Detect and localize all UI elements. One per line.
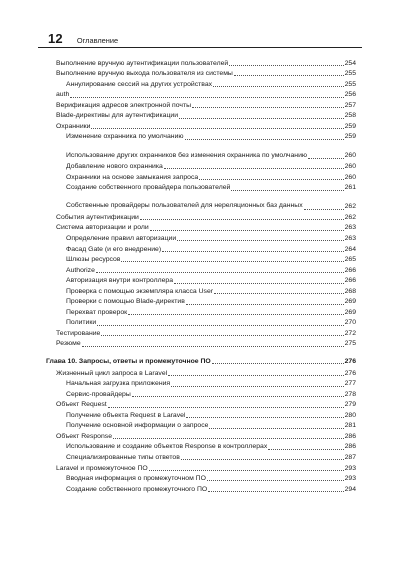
toc-dot-leader	[186, 417, 343, 418]
toc-entry-title: Проверка с помощью экземпляра класса User	[66, 287, 214, 295]
toc-entry	[66, 483, 356, 494]
toc-entry	[66, 409, 356, 420]
toc-entry-page: 264	[344, 245, 356, 253]
toc-entry-title: События аутентификации	[56, 213, 139, 221]
toc-dot-leader	[101, 335, 343, 336]
toc-entry-page: 266	[344, 277, 356, 285]
toc-entry-title: Сервис-провайдеры	[66, 390, 131, 398]
toc-entry-page: 286	[344, 432, 356, 440]
toc-entry-page: 259	[344, 133, 356, 141]
toc-entry	[56, 399, 356, 410]
toc-dot-leader	[268, 449, 343, 450]
toc-entry	[66, 182, 356, 193]
toc-entry	[66, 317, 356, 328]
toc-entry-title: Охранники на основе замыкания запроса	[66, 173, 199, 181]
toc-entry-page: 293	[344, 464, 356, 472]
toc-entry-page: 276	[344, 369, 356, 377]
toc-entry-title: Собственные провайдеры пользователей для нереляционных баз данных	[66, 202, 303, 210]
toc-entry-page: 263	[344, 224, 356, 232]
toc-dot-leader	[108, 407, 344, 408]
toc-entry-title: Фасад Gate (и его внедрение)	[66, 245, 162, 253]
toc-entry-title: Резюме	[56, 340, 81, 348]
toc-entry-page: 269	[344, 298, 356, 306]
toc-entry	[56, 327, 356, 338]
toc-entry	[56, 99, 356, 110]
toc-entry-page: 260	[344, 163, 356, 171]
toc-entry-page: 268	[344, 287, 356, 295]
toc-entry-title: Начальная загрузка приложения	[66, 380, 171, 388]
toc-entry-page: 275	[344, 340, 356, 348]
toc-dot-leader	[70, 97, 343, 98]
toc-entry-page: 276	[344, 358, 356, 365]
toc-dot-leader	[150, 230, 344, 231]
header-rule	[38, 47, 362, 48]
toc-entry-title: Вводная информация о промежуточном ПО	[66, 475, 206, 483]
toc-entry	[56, 222, 356, 233]
toc-dot-leader	[168, 375, 343, 376]
toc-entry-page: 277	[344, 380, 356, 388]
toc-entry	[66, 192, 356, 211]
toc-entry-page: 265	[344, 256, 356, 264]
toc-dot-leader	[132, 396, 344, 397]
toc-entry-page: 280	[344, 411, 356, 419]
toc-entry-title: Добавление нового охранника	[66, 163, 163, 171]
toc-entry-title: Система авторизации и роли	[56, 224, 149, 232]
running-title: Оглавление	[76, 36, 119, 45]
toc-entry	[56, 367, 356, 378]
toc-entry	[66, 420, 356, 431]
toc-dot-leader	[128, 314, 343, 315]
toc-dot-leader	[209, 428, 343, 429]
toc-dot-leader	[164, 168, 344, 169]
toc-entry	[66, 285, 356, 296]
toc-dot-leader	[140, 219, 344, 220]
toc-entry-title: Тестирование	[56, 329, 101, 337]
toc-entry-page: 272	[344, 329, 356, 337]
toc-entry	[56, 120, 356, 131]
toc-entry	[56, 462, 356, 473]
toc-entry-title: Шлюзы ресурсов	[66, 256, 121, 264]
toc-dot-leader	[121, 261, 343, 262]
toc-entry-title: Охранники	[56, 122, 91, 130]
toc-entry	[66, 441, 356, 452]
toc-entry-page: 261	[344, 184, 356, 192]
toc-entry-title: Изменение охранника по умолчанию	[66, 133, 184, 141]
toc-dot-leader	[212, 363, 344, 364]
toc-dot-leader	[214, 293, 344, 294]
toc-dot-leader	[308, 158, 344, 159]
toc-entry	[56, 68, 356, 79]
toc-entry	[56, 211, 356, 222]
toc-entry-page: 266	[344, 266, 356, 274]
toc-entry-title: auth	[56, 91, 70, 99]
toc-entry-page: 254	[344, 59, 356, 67]
toc-entry	[66, 296, 356, 307]
toc-entry-page: 259	[344, 122, 356, 130]
toc-entry	[66, 473, 356, 484]
toc-entry-page: 286	[344, 443, 356, 451]
toc-entry-title: Аннулирование сессий на других устройствах	[66, 80, 213, 88]
toc-dot-leader	[177, 240, 343, 241]
toc-dot-leader	[97, 325, 343, 326]
toc-entry	[66, 275, 356, 286]
toc-entry-page: 262	[344, 213, 356, 221]
toc-entry-page: 270	[344, 319, 356, 327]
toc-dot-leader	[149, 470, 344, 471]
toc-entry	[66, 254, 356, 265]
toc-entry	[66, 78, 356, 89]
toc-dot-leader	[181, 459, 344, 460]
toc-entry-title: Создание собственного промежуточного ПО	[66, 485, 208, 493]
toc-entry-page: 255	[344, 70, 356, 78]
toc-entry-page: 263	[344, 234, 356, 242]
toc-entry	[56, 89, 356, 100]
toc-entry-title: Выполнение вручную аутентификации пользователей	[56, 59, 229, 67]
toc-entry	[66, 243, 356, 254]
toc-dot-leader	[304, 209, 344, 210]
toc-entry-page: 256	[344, 91, 356, 99]
toc-entry-page: 293	[344, 475, 356, 483]
toc-entry	[56, 110, 356, 121]
toc-entry-title: Объект Response	[56, 432, 113, 440]
toc-dot-leader	[234, 75, 344, 76]
toc-dot-leader	[162, 251, 343, 252]
toc-entry-title: Перехват проверок	[66, 308, 128, 316]
toc-entry-title: Laravel и промежуточное ПО	[56, 464, 148, 472]
toc-entry-title: Создание собственного провайдера пользователей	[66, 184, 231, 192]
toc-entry-page: 255	[344, 80, 356, 88]
toc-entry-page: 260	[344, 173, 356, 181]
toc-entry-page: 278	[344, 390, 356, 398]
toc-entry-title: Политики	[66, 319, 97, 327]
toc-entry	[66, 141, 356, 160]
toc-dot-leader	[96, 272, 344, 273]
toc-dot-leader	[207, 480, 344, 481]
toc-entry	[66, 378, 356, 389]
toc-dot-leader	[213, 86, 344, 87]
toc-entry-title: Выполнение вручную выхода пользователя из системы	[56, 70, 233, 78]
page-number: 12	[48, 31, 63, 46]
toc-dot-leader	[171, 386, 343, 387]
toc-entry-title: Верификация адресов электронной почты	[56, 101, 192, 109]
toc-entry-title: Использование других охранников без изменения охранника по умолчанию	[66, 151, 308, 159]
toc-entry-title: Authorize	[66, 266, 95, 274]
toc-dot-leader	[113, 438, 344, 439]
toc-entry	[56, 57, 356, 68]
toc-dot-leader	[179, 118, 344, 119]
toc-entry-title: Использование и создание объектов Response в контроллерах	[66, 443, 268, 451]
toc-entry-title: Получение основной информации о запросе	[66, 422, 209, 430]
toc-entry-title: Авторизация внутри контроллера	[66, 277, 173, 285]
toc-dot-leader	[229, 65, 343, 66]
toc-entry	[66, 451, 356, 462]
toc-entry-page: 287	[344, 453, 356, 461]
toc-entry-page: 260	[344, 152, 356, 160]
toc-dot-leader	[91, 128, 343, 129]
toc-dot-leader	[208, 491, 343, 492]
toc-entry-title: Получение объекта Request в Laravel	[66, 411, 186, 419]
toc-entry-title: Определение правил авторизации	[66, 234, 177, 242]
toc-entry	[66, 388, 356, 399]
toc-entry	[66, 131, 356, 142]
toc-entry-page: 262	[344, 203, 356, 211]
toc-entry	[66, 306, 356, 317]
toc-entry	[56, 430, 356, 441]
toc-entry-title: Blade-директивы для аутентификации	[56, 112, 179, 120]
toc-entry	[66, 171, 356, 182]
toc-dot-leader	[174, 283, 344, 284]
toc-entry-title: Объект Request	[56, 401, 107, 409]
toc-entry-page: 257	[344, 101, 356, 109]
toc-dot-leader	[82, 346, 344, 347]
toc-entry	[66, 232, 356, 243]
toc-entry-title: Глава 10. Запросы, ответы и промежуточное ПО	[46, 358, 211, 365]
toc-entry	[66, 161, 356, 172]
toc-entry-page: 294	[344, 485, 356, 493]
toc-entry-page: 258	[344, 112, 356, 120]
toc-entry-page: 279	[344, 401, 356, 409]
toc-dot-leader	[192, 107, 344, 108]
toc-dot-leader	[186, 304, 344, 305]
toc-dot-leader	[199, 179, 343, 180]
toc-entry-title: Проверки с помощью Blade-директив	[66, 298, 185, 306]
toc-entry-title: Жизненный цикл запроса в Laravel	[56, 369, 168, 377]
toc-entry-page: 269	[344, 308, 356, 316]
toc-dot-leader	[231, 190, 343, 191]
toc-chapter-entry	[46, 356, 356, 367]
toc-entry-page: 281	[344, 422, 356, 430]
toc-entry-title: Специализированные типы ответов	[66, 453, 180, 461]
toc-dot-leader	[185, 139, 344, 140]
page-header	[48, 31, 118, 46]
toc-entry	[66, 264, 356, 275]
toc-entry	[56, 338, 356, 349]
